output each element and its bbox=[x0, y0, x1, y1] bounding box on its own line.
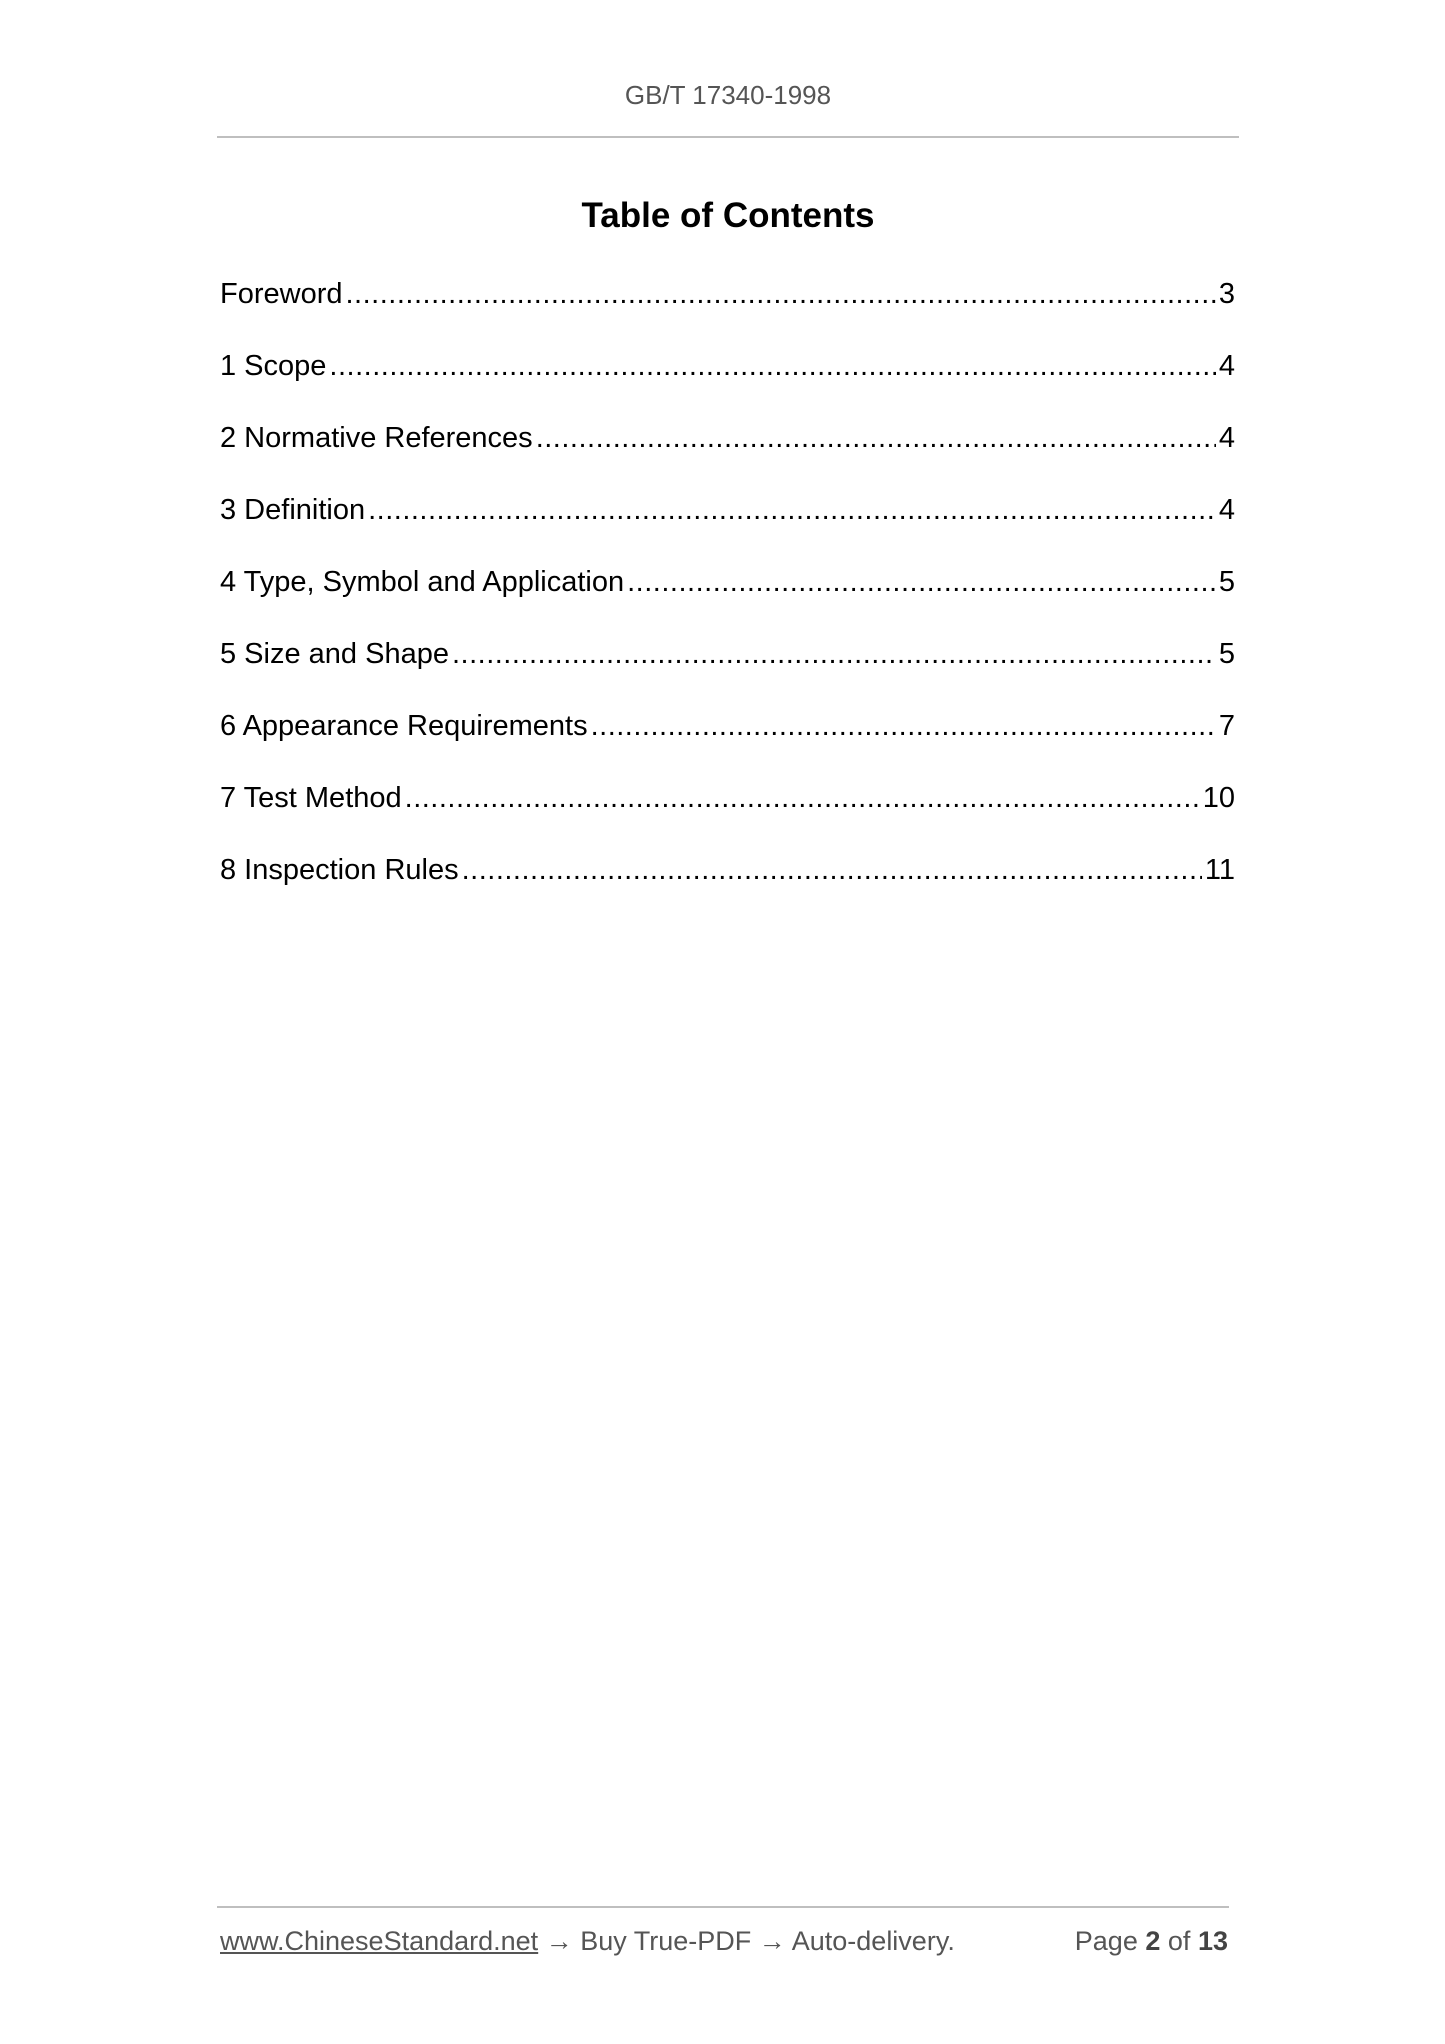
toc-list bbox=[220, 278, 1235, 926]
toc-entry-definition[interactable] bbox=[220, 494, 1235, 566]
toc-dot-leader bbox=[452, 638, 1216, 671]
header-divider bbox=[217, 136, 1239, 138]
page-counter bbox=[1075, 1926, 1228, 1957]
toc-dot-leader bbox=[627, 566, 1216, 599]
toc-entry-size-and-shape[interactable] bbox=[220, 638, 1235, 710]
total-pages-number: 13 bbox=[1197, 1926, 1228, 1956]
current-page-number: 2 bbox=[1145, 1926, 1161, 1956]
toc-entry-page: 4 bbox=[1218, 494, 1235, 526]
toc-entry-page: 7 bbox=[1218, 710, 1235, 742]
toc-entry-normative-references[interactable] bbox=[220, 422, 1235, 494]
toc-dot-leader bbox=[346, 278, 1216, 311]
toc-entry-scope[interactable] bbox=[220, 350, 1235, 422]
toc-entry-label: 3 Definition bbox=[220, 494, 366, 526]
toc-entry-page: 10 bbox=[1202, 782, 1235, 814]
toc-entry-appearance-requirements[interactable] bbox=[220, 710, 1235, 782]
toc-entry-label: 8 Inspection Rules bbox=[220, 854, 459, 886]
toc-entry-page: 5 bbox=[1218, 566, 1235, 598]
site-link[interactable]: www.ChineseStandard.net bbox=[220, 1926, 539, 1956]
toc-entry-label: 1 Scope bbox=[220, 350, 327, 382]
toc-entry-page: 3 bbox=[1218, 278, 1235, 310]
toc-dot-leader bbox=[462, 854, 1202, 887]
toc-entry-page: 4 bbox=[1218, 422, 1235, 454]
toc-dot-leader bbox=[329, 350, 1215, 383]
page-word: Page bbox=[1074, 1926, 1138, 1956]
footer-promo bbox=[220, 1926, 955, 1957]
toc-dot-leader bbox=[591, 710, 1216, 743]
toc-title: Table of Contents bbox=[581, 196, 875, 235]
of-word: of bbox=[1167, 1926, 1191, 1956]
toc-entry-label: Foreword bbox=[220, 278, 343, 310]
footer-promo-text: → Buy True-PDF → Auto-delivery. bbox=[538, 1926, 955, 1956]
toc-entry-inspection-rules[interactable] bbox=[220, 854, 1235, 926]
toc-entry-page: 11 bbox=[1204, 854, 1235, 886]
toc-entry-label: 2 Normative References bbox=[220, 422, 533, 454]
toc-dot-leader bbox=[536, 422, 1216, 455]
toc-entry-label: 4 Type, Symbol and Application bbox=[220, 566, 625, 598]
toc-dot-leader bbox=[368, 494, 1216, 527]
footer-divider bbox=[217, 1906, 1229, 1908]
toc-entry-label: 5 Size and Shape bbox=[220, 638, 449, 670]
toc-entry-type-symbol-application[interactable] bbox=[220, 566, 1235, 638]
toc-entry-page: 5 bbox=[1218, 638, 1235, 670]
toc-entry-foreword[interactable] bbox=[220, 278, 1235, 350]
document-header: GB/T 17340-1998 bbox=[624, 80, 832, 110]
toc-dot-leader bbox=[405, 782, 1200, 815]
toc-entry-label: 6 Appearance Requirements bbox=[220, 710, 588, 742]
toc-entry-page: 4 bbox=[1218, 350, 1235, 382]
toc-entry-label: 7 Test Method bbox=[220, 782, 402, 814]
toc-entry-test-method[interactable] bbox=[220, 782, 1235, 854]
